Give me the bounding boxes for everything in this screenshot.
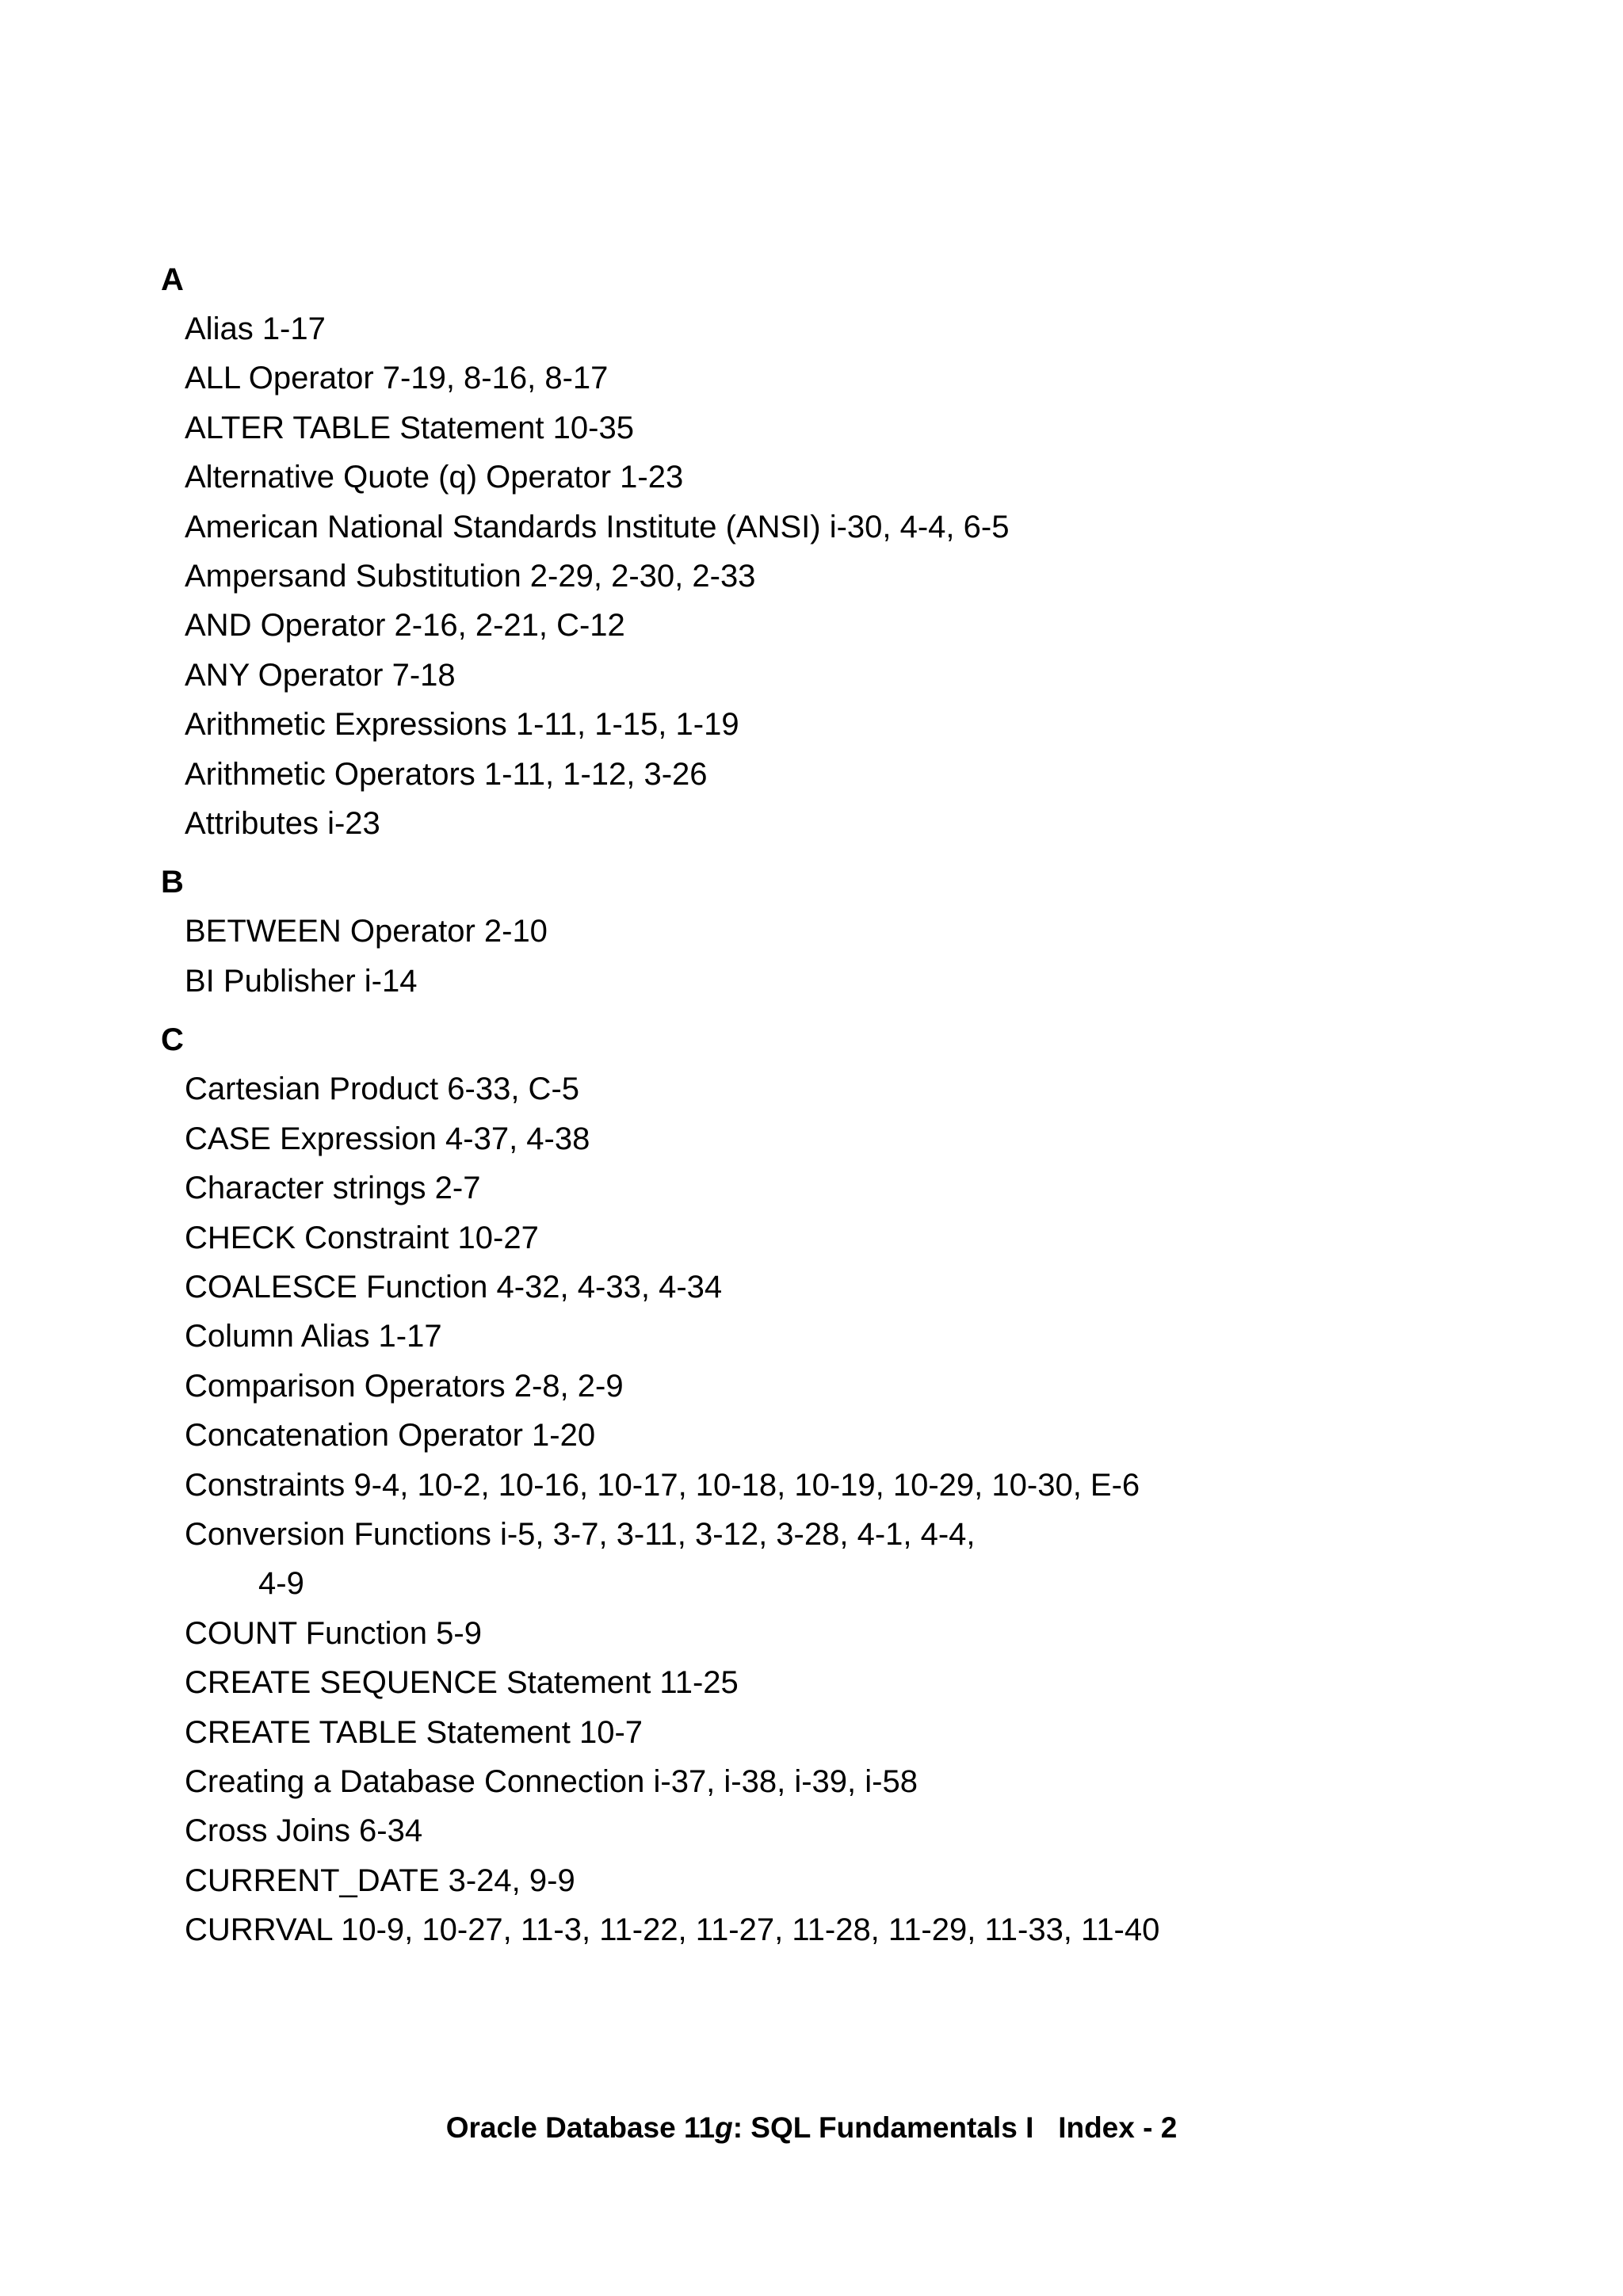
index-entry: Creating a Database Connection i-37, i-38, i-39, i-58 [185, 1763, 918, 1799]
footer-page-label: Index - 2 [1058, 2111, 1178, 2144]
index-entry: American National Standards Institute (ANSI) i-30, 4-4, 6-5 [185, 509, 1010, 544]
index-section-c [161, 1015, 1508, 1954]
index-entry: Cross Joins 6-34 [185, 1813, 423, 1849]
index-section-a [161, 255, 1508, 848]
index-entry: CURRVAL 10-9, 10-27, 11-3, 11-22, 11-27, 11-28, 11-29, 11-33, 11-40 [185, 1912, 1160, 1948]
index-entry: Concatenation Operator 1-20 [185, 1418, 596, 1454]
footer-title-italic: g [715, 2111, 733, 2144]
index-section-b [161, 858, 1508, 1006]
index-entry: ANY Operator 7-18 [185, 657, 456, 693]
index-entry: Character strings 2-7 [185, 1171, 481, 1206]
index-entry: CASE Expression 4-37, 4-38 [185, 1121, 590, 1156]
index-entry: Comparison Operators 2-8, 2-9 [185, 1368, 624, 1404]
index-entry: Ampersand Substitution 2-29, 2-30, 2-33 [185, 559, 756, 594]
index-content [161, 255, 1508, 1955]
index-entry: CURRENT_DATE 3-24, 9-9 [185, 1862, 575, 1898]
index-entry-text: Conversion Functions i-5, 3-7, 3-11, 3-12, 3-28, 4-1, 4-4, [185, 1516, 976, 1552]
entry-list [161, 1064, 1508, 1954]
index-entry: CHECK Constraint 10-27 [185, 1220, 539, 1255]
index-entry: Cartesian Product 6-33, C-5 [185, 1072, 580, 1107]
index-entry: BI Publisher i-14 [185, 963, 418, 999]
index-entry-multiline [185, 1510, 1508, 1609]
letter-heading: C [161, 1022, 184, 1058]
index-entry: Arithmetic Operators 1-11, 1-12, 3-26 [185, 756, 708, 792]
index-entry-continuation: 4-9 [258, 1566, 304, 1602]
index-entry: Constraints 9-4, 10-2, 10-16, 10-17, 10-18, 10-19, 10-29, 10-30, E-6 [185, 1467, 1140, 1503]
page-footer [0, 2108, 1623, 2148]
entry-list [161, 304, 1508, 848]
index-entry: ALL Operator 7-19, 8-16, 8-17 [185, 361, 609, 396]
index-entry: Column Alias 1-17 [185, 1319, 442, 1354]
index-entry: Alternative Quote (q) Operator 1-23 [185, 460, 684, 495]
footer-title-part: : SQL Fundamentals I [732, 2111, 1034, 2144]
index-entry: COALESCE Function 4-32, 4-33, 4-34 [185, 1269, 723, 1305]
index-entry: BETWEEN Operator 2-10 [185, 914, 548, 949]
letter-heading: B [161, 865, 184, 900]
index-entry: ALTER TABLE Statement 10-35 [185, 410, 634, 445]
index-entry: CREATE SEQUENCE Statement 11-25 [185, 1665, 739, 1701]
index-entry: Attributes i-23 [185, 806, 380, 842]
index-entry: Arithmetic Expressions 1-11, 1-15, 1-19 [185, 707, 739, 743]
index-entry: CREATE TABLE Statement 10-7 [185, 1714, 643, 1750]
letter-heading: A [161, 262, 184, 297]
index-entry: AND Operator 2-16, 2-21, C-12 [185, 608, 625, 644]
index-entry: COUNT Function 5-9 [185, 1615, 482, 1651]
footer-title-part: Oracle Database 11 [445, 2111, 716, 2144]
index-entry: Alias 1-17 [185, 311, 326, 346]
entry-list [161, 907, 1508, 1006]
